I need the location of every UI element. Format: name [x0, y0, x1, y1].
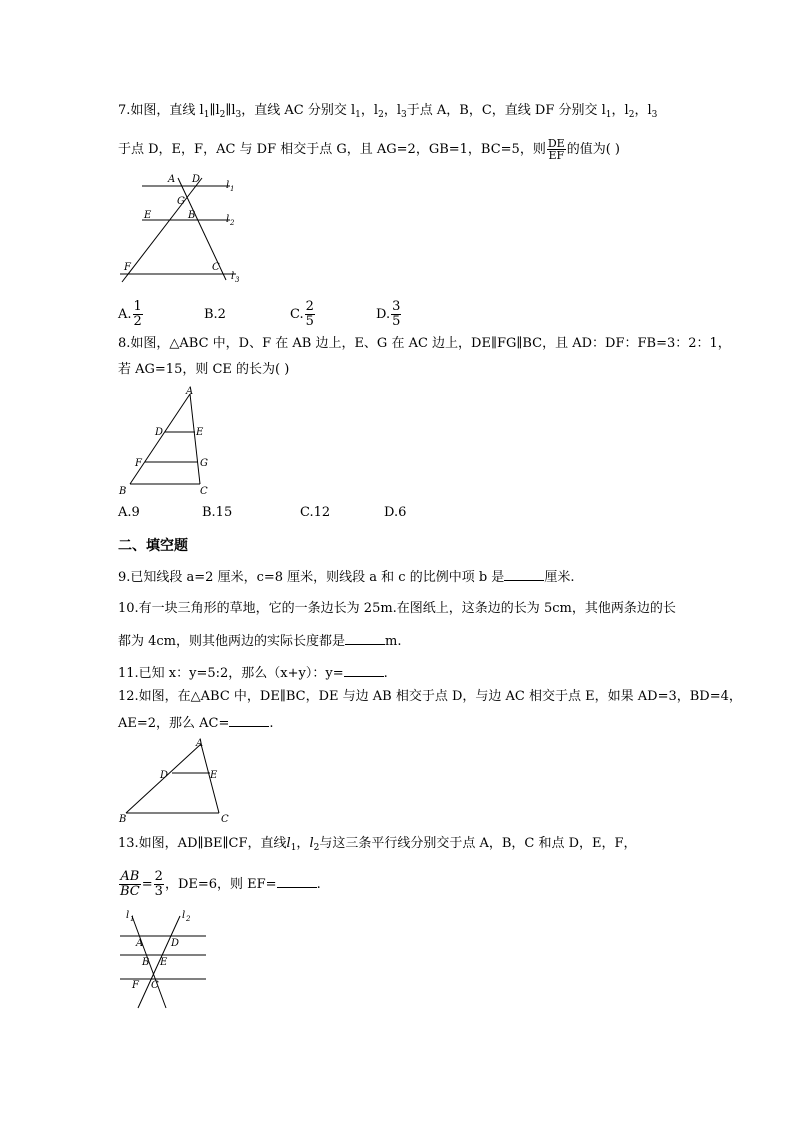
label-l3-sub: 3: [235, 276, 240, 284]
line-df: [122, 178, 202, 282]
label-l2-sub: 2: [186, 915, 191, 923]
q7-option-d: D. $\frac{3}{5}$: [376, 299, 401, 329]
q12-line1: 12.如图，在△ABC 中，DE∥BC，DE 与边 AB 相交于点 D，与边 AC 相交于点 E，如果 AD=3，BD=4，: [118, 689, 742, 704]
q7-figure: [118, 170, 248, 290]
q10-line1: 10.有一块三角形的草地，它的一条边长为 25m.在图纸上，这条边的长为 5cm，其他两条边的长: [118, 601, 676, 616]
q8-line1: 8.如图，△ABC 中，D、F 在 AB 边上，E、G 在 AC 边上，DE∥FG∥BC，且 AD：DF：FB=3：2：1，: [118, 336, 731, 351]
label-G: G: [177, 196, 185, 207]
q8-figure: [118, 386, 218, 496]
q7-option-a: A. $\frac{1}{2}$: [118, 299, 142, 329]
label-l1: l: [226, 180, 230, 191]
q7-ratio-fraction: $\frac{DE}{EF}$: [547, 137, 565, 162]
label-A: A: [186, 386, 194, 397]
label-E: E: [160, 957, 168, 968]
label-l2: l: [182, 910, 186, 921]
label-D: D: [192, 174, 201, 185]
label-E: E: [196, 427, 204, 438]
label-F: F: [135, 458, 142, 469]
q11-blank[interactable]: [344, 664, 384, 677]
label-C: C: [212, 262, 220, 273]
q13-fraction-ab-bc: $\frac{AB}{BC}$: [120, 869, 140, 899]
label-B: B: [119, 486, 127, 497]
q13-line2: $\frac{AB}{BC}$ = $\frac{2}{3}$ ，DE=6，则 EF= .: [120, 869, 321, 899]
label-F: F: [132, 980, 139, 991]
label-C: C: [200, 486, 208, 497]
label-B: B: [142, 957, 150, 968]
q8-option-d: D.6: [384, 505, 407, 520]
q10-line2: 都为 4cm，则其他两边的实际长度都是 m.: [118, 634, 402, 649]
label-D: D: [171, 938, 180, 949]
q8-line2: 若 AG=15，则 CE 的长为( ): [118, 362, 290, 377]
q12-blank[interactable]: [229, 714, 269, 727]
label-l2-sub: 2: [230, 219, 235, 227]
q13-line1: 13.如图，AD∥BE∥CF，直线$l_1$，$l_2$与这三条平行线分别交于点 A，B，C 和点 D，E，F，: [118, 836, 637, 853]
label-C: C: [151, 980, 159, 991]
q13-blank[interactable]: [277, 875, 317, 888]
label-A: A: [196, 738, 204, 749]
q7-options: [118, 300, 402, 330]
label-A: A: [168, 174, 176, 185]
label-E: E: [210, 770, 218, 781]
label-F: F: [124, 262, 131, 273]
label-C: C: [221, 814, 229, 825]
label-A: A: [136, 938, 144, 949]
q8-options: [118, 504, 406, 522]
section-title: 二、填空题: [118, 538, 188, 554]
label-E: E: [144, 210, 152, 221]
label-D: D: [160, 770, 169, 781]
label-D: D: [155, 427, 164, 438]
label-l2: l: [226, 214, 230, 225]
label-l1: l: [126, 910, 130, 921]
q13-figure: [118, 908, 218, 1013]
label-l3: l: [231, 271, 235, 282]
q12-line2: AE=2，那么 AC= .: [118, 716, 274, 731]
q7-option-b: B.2: [204, 307, 226, 322]
label-B: B: [119, 814, 127, 825]
q7-option-c: C. $\frac{2}{5}$: [290, 299, 314, 329]
q7-line2: 于点 D，E，F，AC 与 DF 相交于点 G，且 AG=2，GB=1，BC=5，则 $\frac{DE}{EF}$ 的值为( ): [118, 137, 620, 162]
q12-figure: [118, 738, 238, 828]
label-G: G: [200, 458, 208, 469]
q13-fraction-2-3: $\frac{2}{3}$: [154, 869, 163, 899]
q9: 9.已知线段 a=2 厘米，c=8 厘米，则线段 a 和 c 的比例中项 b 是 厘米.: [118, 570, 575, 585]
q10-blank[interactable]: [345, 632, 385, 645]
q11: 11.已知 x：y=5:2，那么（x+y）：y= .: [118, 666, 388, 681]
q8-option-b: B.15: [202, 505, 233, 520]
q9-blank[interactable]: [504, 568, 544, 581]
q7-line1: 7.如图，直线 $l_1\parallel l_2\parallel l_3$，直线 AC 分别交 $l_1$，$l_2$，$l_3$于点 A，B，C，直线 DF 分别交 $l_1$，$l_2$，$l_3$: [118, 103, 658, 120]
label-l1-sub: 1: [130, 915, 135, 923]
q8-option-a: A.9: [118, 505, 140, 520]
q8-option-c: C.12: [300, 505, 331, 520]
label-l1-sub: 1: [230, 185, 235, 193]
label-B: B: [188, 210, 196, 221]
